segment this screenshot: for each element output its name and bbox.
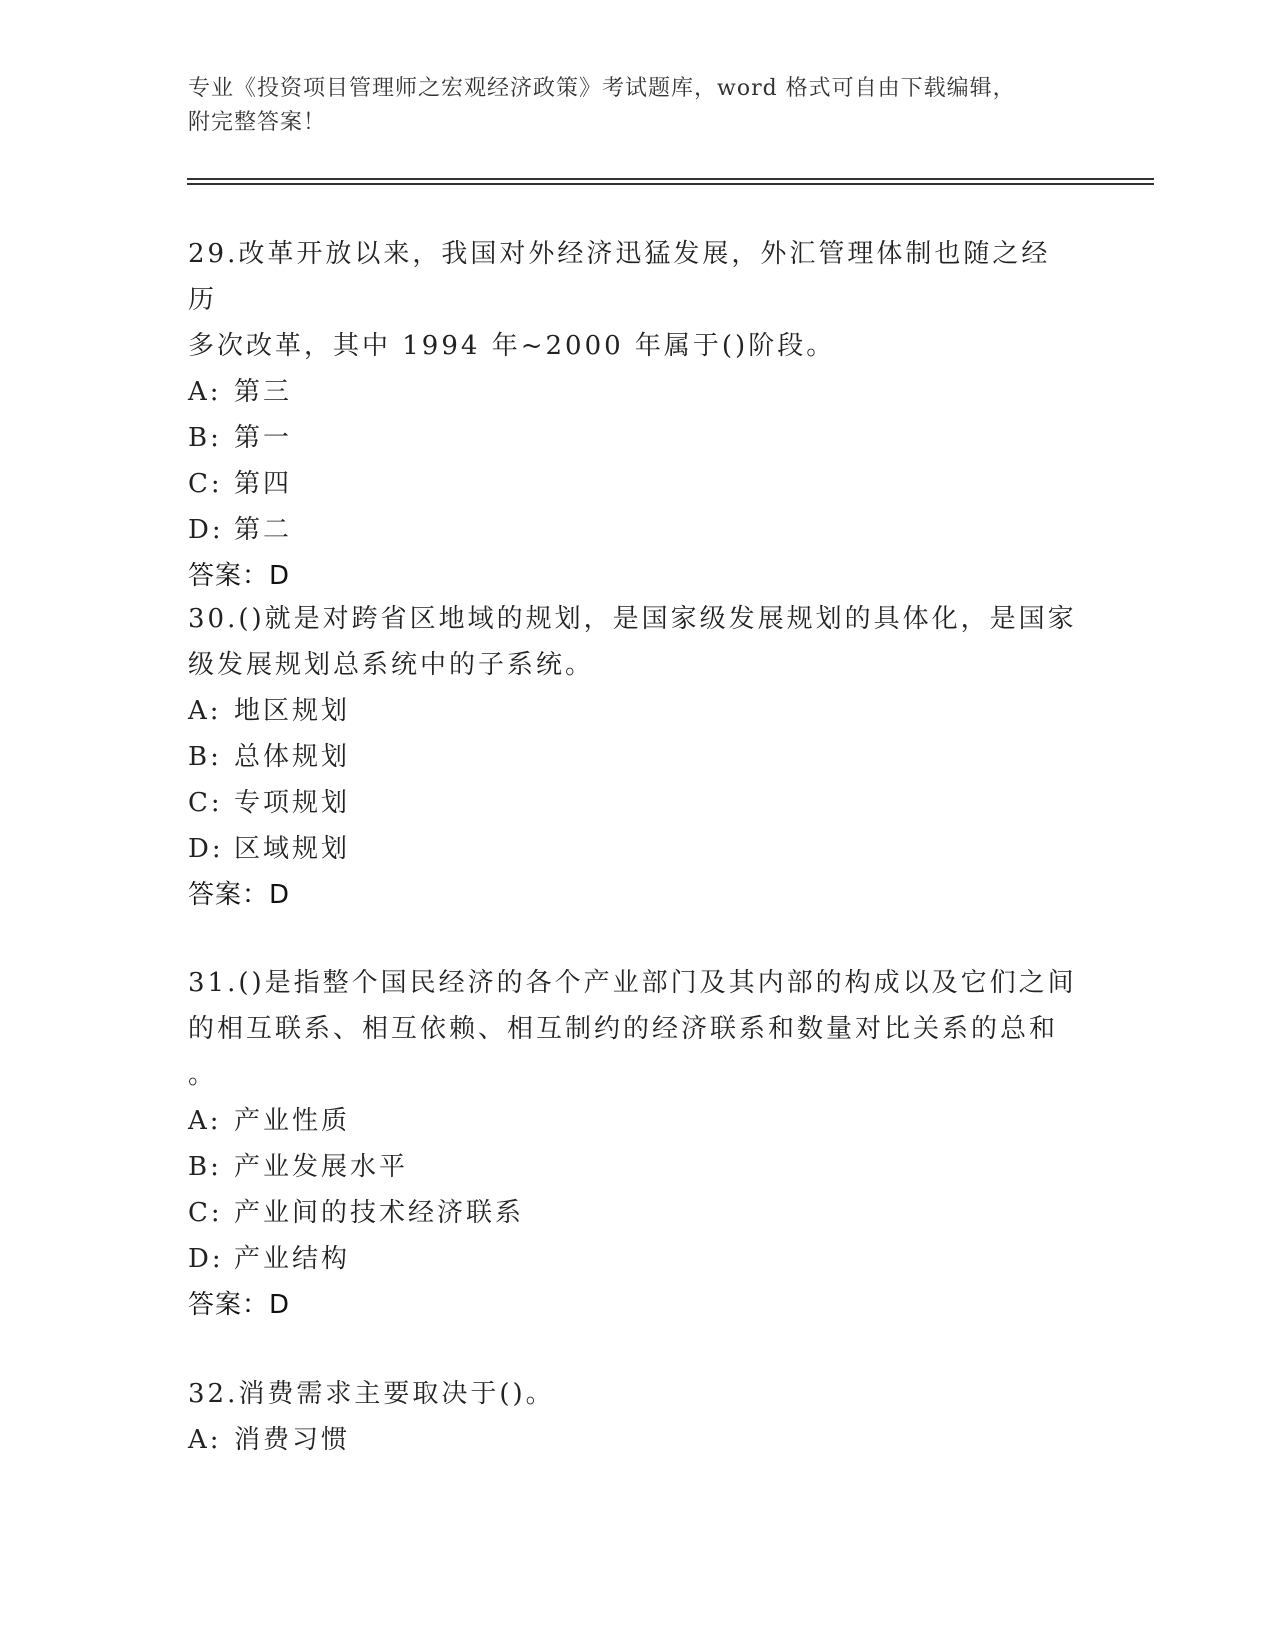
option-d: [188, 826, 1078, 872]
option-key: B:: [188, 1152, 222, 1182]
option-key: C:: [188, 1198, 223, 1228]
option-text: 地区规划: [234, 696, 351, 726]
question-32: [188, 1371, 1078, 1463]
option-a: [188, 688, 1078, 734]
option-c: [188, 461, 1078, 507]
option-d: [188, 507, 1078, 553]
stem-line: 32.消费需求主要取决于()。: [188, 1379, 555, 1409]
option-a: [188, 1417, 1078, 1463]
answer: 答案：D: [188, 880, 291, 910]
option-text: 产业性质: [234, 1106, 351, 1136]
document-header: [188, 72, 1088, 140]
option-text: 专项规划: [234, 788, 351, 818]
option-text: 第二: [234, 515, 293, 545]
question-stem: [188, 596, 1078, 688]
option-a: [188, 1098, 1078, 1144]
answer: 答案：D: [188, 1290, 291, 1320]
option-text: 第四: [234, 469, 293, 499]
header-line-1: 专业《投资项目管理师之宏观经济政策》考试题库，word 格式可自由下载编辑，: [188, 76, 1016, 101]
option-text: 第一: [234, 423, 293, 453]
option-text: 消费习惯: [234, 1425, 351, 1455]
option-text: 第三: [234, 377, 293, 407]
question-30: [188, 596, 1078, 918]
option-key: D:: [188, 515, 224, 545]
option-c: [188, 780, 1078, 826]
option-c: [188, 1190, 1078, 1236]
answer: 答案：D: [188, 561, 291, 591]
option-key: B:: [188, 423, 222, 453]
option-text: 产业结构: [234, 1244, 351, 1274]
stem-line: 。: [188, 1060, 218, 1090]
option-key: A:: [188, 1425, 222, 1455]
stem-line: 级发展规划总系统中的子系统。: [188, 650, 595, 680]
stem-line: 的相互联系、相互依赖、相互制约的经济联系和数量对比关系的总和: [188, 1014, 1059, 1044]
option-key: D:: [188, 1244, 224, 1274]
option-key: B:: [188, 742, 222, 772]
header-line-2: 附完整答案！: [188, 110, 327, 135]
option-a: [188, 369, 1078, 415]
question-stem: [188, 1371, 1078, 1417]
option-text: 产业间的技术经济联系: [234, 1198, 525, 1228]
option-b: [188, 734, 1078, 780]
stem-line: 30.()就是对跨省区地域的规划，是国家级发展规划的具体化，是国家: [188, 604, 1077, 634]
option-b: [188, 1144, 1078, 1190]
option-text: 产业发展水平: [234, 1152, 409, 1182]
header-rule-bottom: [187, 183, 1154, 185]
option-key: C:: [188, 788, 223, 818]
option-key: A:: [188, 1106, 222, 1136]
option-key: A:: [188, 377, 222, 407]
option-key: A:: [188, 696, 222, 726]
question-stem: [188, 960, 1078, 1098]
option-b: [188, 415, 1078, 461]
option-text: 区域规划: [234, 834, 351, 864]
option-key: C:: [188, 469, 223, 499]
question-stem: [188, 231, 1078, 369]
stem-line: 31.()是指整个国民经济的各个产业部门及其内部的构成以及它们之间: [188, 968, 1077, 998]
option-key: D:: [188, 834, 224, 864]
question-31: [188, 960, 1078, 1328]
question-29: [188, 231, 1078, 599]
option-text: 总体规划: [234, 742, 351, 772]
stem-line: 29.改革开放以来，我国对外经济迅猛发展，外汇管理体制也随之经历: [188, 239, 1051, 315]
header-rule-top: [187, 178, 1154, 180]
option-d: [188, 1236, 1078, 1282]
stem-line: 多次改革，其中 1994 年~2000 年属于()阶段。: [188, 331, 836, 361]
